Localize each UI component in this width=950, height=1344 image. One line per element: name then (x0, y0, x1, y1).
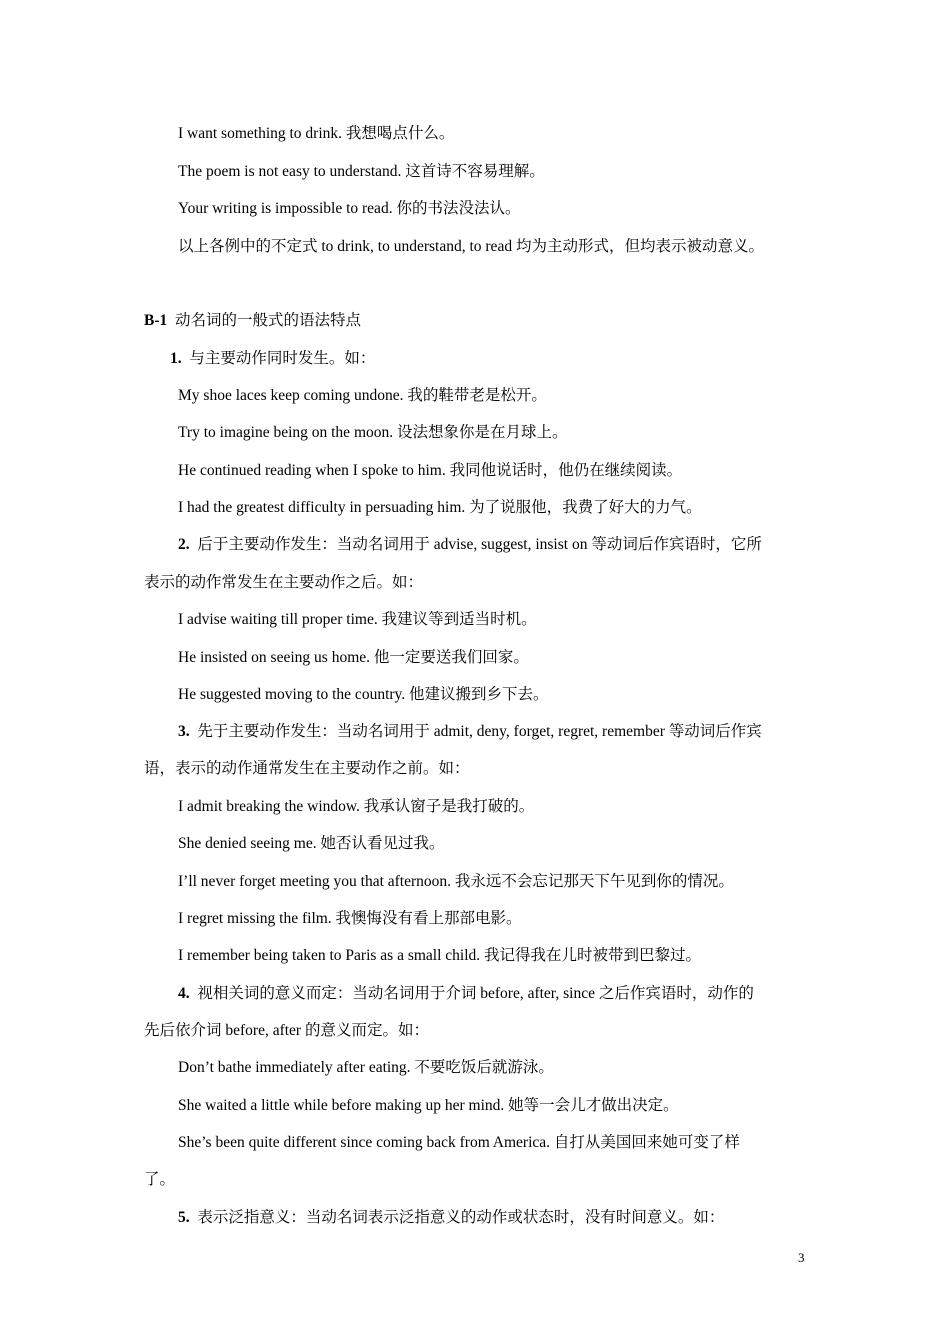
point-text: 先于主要动作发生：当动名词用于 admit, deny, forget, regret, remember 等动词后作宾 (197, 723, 762, 740)
example-sentence: I admit breaking the window. 我承认窗子是我打破的。 (178, 798, 535, 815)
point-text: 视相关词的意义而定：当动名词用于介词 before, after, since 之后作宾语时，动作的 (197, 985, 754, 1002)
point-text-continued: 语，表示的动作通常发生在主要动作之前。如： (144, 760, 470, 777)
example-sentence: Try to imagine being on the moon. 设法想象你是在月球上。 (178, 424, 568, 441)
example-sentence: I want something to drink. 我想喝点什么。 (178, 125, 455, 142)
point-text: 后于主要动作发生：当动名词用于 advise, suggest, insist on 等动词后作宾语时，它所 (197, 536, 762, 553)
point-number: 2. (178, 536, 190, 553)
point-number: 3. (178, 723, 190, 740)
point-4 (178, 984, 754, 1004)
example-sentence: My shoe laces keep coming undone. 我的鞋带老是松开。 (178, 387, 547, 404)
example-sentence: She waited a little while before making up her mind. 她等一会儿才做出决定。 (178, 1097, 679, 1114)
example-sentence: Your writing is impossible to read. 你的书法没法认。 (178, 200, 521, 217)
point-text-continued: 表示的动作常发生在主要动作之后。如： (144, 574, 424, 591)
example-sentence: I regret missing the film. 我懊悔没有看上那部电影。 (178, 910, 522, 927)
point-text: 表示泛指意义：当动名词表示泛指意义的动作或状态时，没有时间意义。如： (197, 1209, 725, 1226)
example-sentence: I remember being taken to Paris as a small child. 我记得我在儿时被带到巴黎过。 (178, 947, 702, 964)
example-sentence-continued: 了。 (144, 1171, 176, 1188)
point-5 (178, 1208, 724, 1228)
section-title: 动名词的一般式的语法特点 (175, 312, 362, 329)
example-sentence: She’s been quite different since coming back from America. 自打从美国回来她可变了样 (178, 1134, 740, 1151)
example-sentence: Don’t bathe immediately after eating. 不要吃饭后就游泳。 (178, 1059, 554, 1076)
point-number: 5. (178, 1209, 190, 1226)
example-sentence: I’ll never forget meeting you that afternoon. 我永远不会忘记那天下午见到你的情况。 (178, 873, 734, 890)
point-1 (170, 349, 375, 369)
example-sentence: He suggested moving to the country. 他建议搬到乡下去。 (178, 686, 549, 703)
example-sentence: The poem is not easy to understand. 这首诗不容易理解。 (178, 163, 545, 180)
example-sentence: She denied seeing me. 她否认看见过我。 (178, 835, 445, 852)
example-sentence: He insisted on seeing us home. 他一定要送我们回家。 (178, 649, 529, 666)
page-number: 3 (798, 1250, 805, 1265)
point-3 (178, 722, 762, 742)
point-number: 1. (170, 350, 182, 367)
example-sentence: I advise waiting till proper time. 我建议等到适当时机。 (178, 611, 537, 628)
section-heading (144, 311, 361, 331)
point-text: 与主要动作同时发生。如： (189, 350, 376, 367)
point-text-continued: 先后依介词 before, after 的意义而定。如： (144, 1022, 429, 1039)
point-number: 4. (178, 985, 190, 1002)
example-sentence: I had the greatest difficulty in persuading him. 为了说服他，我费了好大的力气。 (178, 499, 702, 516)
example-sentence: He continued reading when I spoke to him. 我同他说话时，他仍在继续阅读。 (178, 462, 683, 479)
section-code: B-1 (144, 312, 168, 329)
point-2 (178, 535, 762, 555)
intro-note: 以上各例中的不定式 to drink, to understand, to read 均为主动形式，但均表示被动意义。 (178, 238, 764, 255)
